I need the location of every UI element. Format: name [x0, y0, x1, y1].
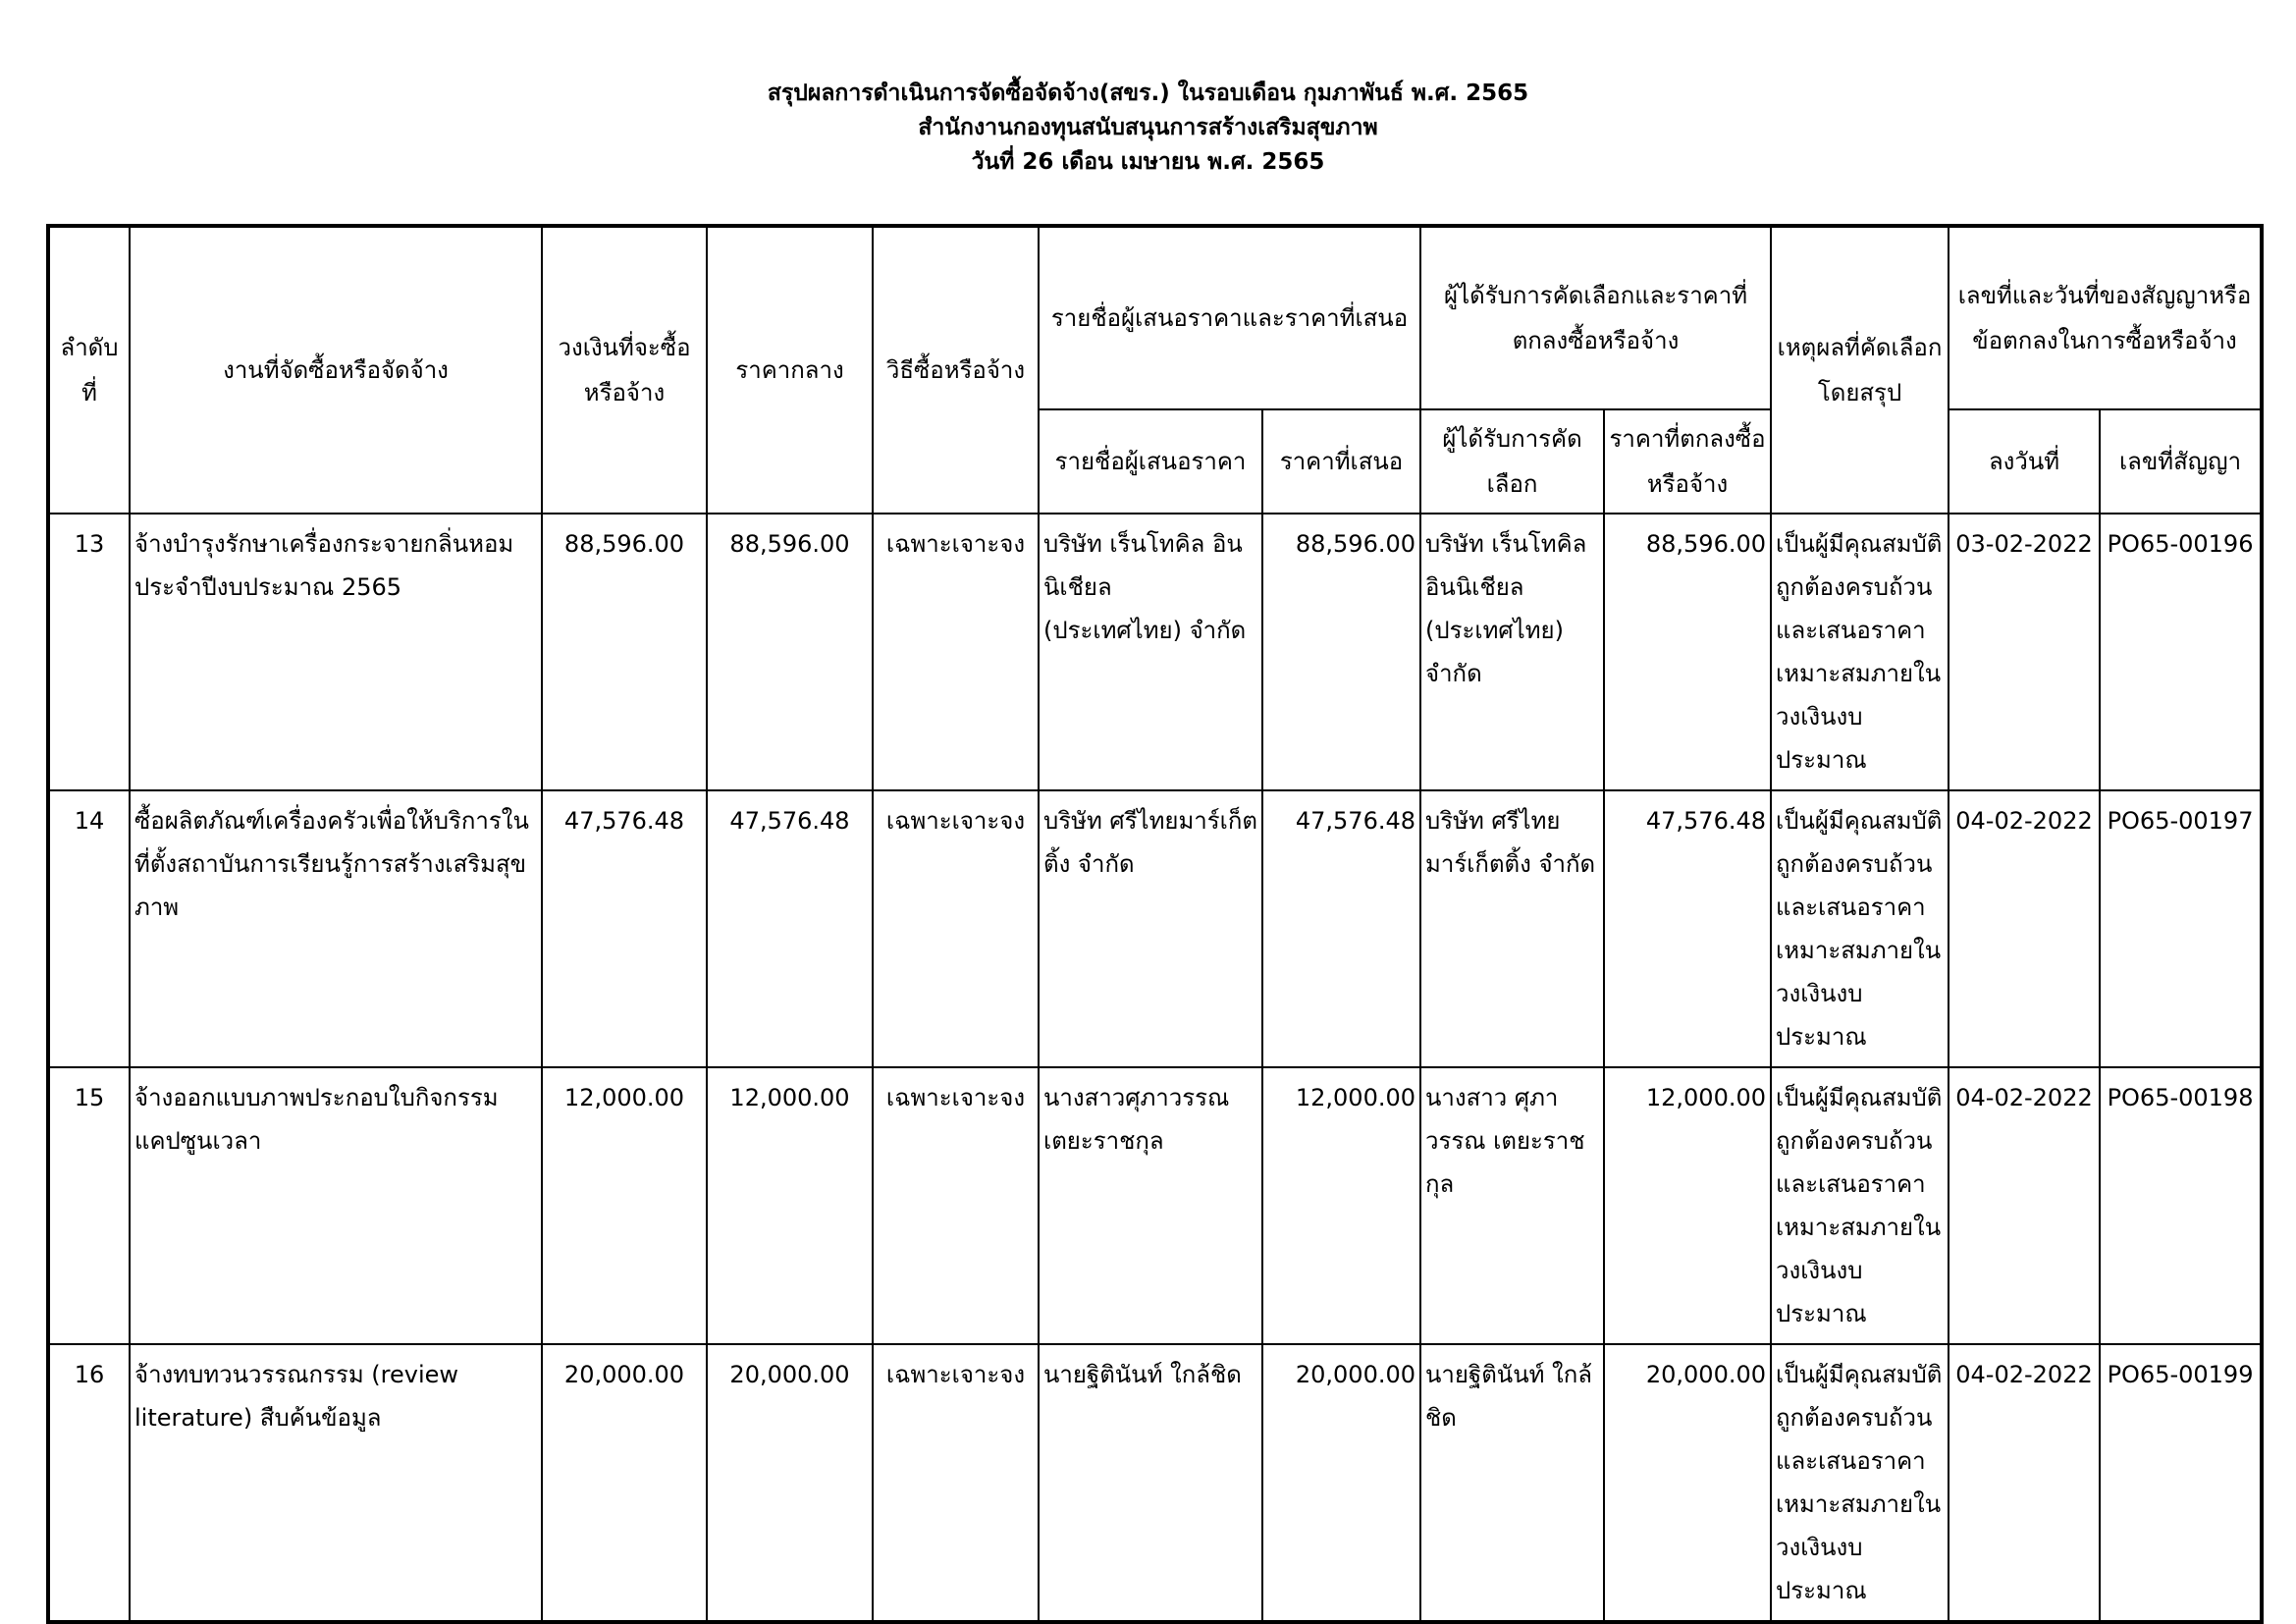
document-date: วันที่ 26 เดือน เมษายน พ.ศ. 2565: [971, 149, 1325, 175]
row-method: เฉพาะเจาะจง: [873, 1344, 1039, 1622]
row-no: 15: [48, 1067, 130, 1344]
header-bid-price: ราคาที่เสนอ: [1262, 409, 1420, 514]
header-bidders-group: รายชื่อผู้เสนอราคาและราคาที่เสนอ: [1039, 226, 1420, 409]
header-median-price: ราคากลาง: [707, 226, 873, 514]
row-bidder: บริษัท เร็นโทคิล อินนิเชียล (ประเทศไทย) จำกัด: [1039, 514, 1262, 790]
header-no: ลำดับที่: [48, 226, 130, 514]
row-agreed-price: 20,000.00: [1604, 1344, 1771, 1622]
row-budget: 47,576.48: [542, 790, 707, 1067]
row-agreed-price: 47,576.48: [1604, 790, 1771, 1067]
row-no: 16: [48, 1344, 130, 1622]
header-method: วิธีซื้อหรือจ้าง: [873, 226, 1039, 514]
document-title: สรุปผลการดำเนินการจัดซื้อจัดจ้าง(สขร.) ในรอบเดือน กุมภาพันธ์ พ.ศ. 2565: [767, 81, 1529, 106]
row-winner: บริษัท เร็นโทคิล อินนิเชียล (ประเทศไทย) จำกัด: [1420, 514, 1604, 790]
table-row: [48, 1067, 2262, 1344]
header-agreed-price: ราคาที่ตกลงซื้อหรือจ้าง: [1604, 409, 1771, 514]
row-budget: 20,000.00: [542, 1344, 707, 1622]
table-row: [48, 1344, 2262, 1622]
row-bid-price: 20,000.00: [1262, 1344, 1420, 1622]
header-contract-date: ลงวันที่: [1949, 409, 2100, 514]
row-reason: เป็นผู้มีคุณสมบัติถูกต้องครบถ้วน และเสนอราคาเหมาะสมภายในวงเงินงบประมาณ: [1771, 790, 1949, 1067]
row-winner: นายฐิตินันท์ ใกล้ชิด: [1420, 1344, 1604, 1622]
row-work: จ้างทบทวนวรรณกรรม (review literature) สืบค้นข้อมูล: [130, 1344, 542, 1622]
row-contract-no: PO65-00197: [2100, 790, 2262, 1067]
row-work: จ้างออกแบบภาพประกอบใบกิจกรรม แคปซูนเวลา: [130, 1067, 542, 1344]
document-header: [0, 77, 2296, 180]
row-bidder: นางสาวศุภาวรรณ เตยะราชกุล: [1039, 1067, 1262, 1344]
row-contract-date: 04-02-2022: [1949, 790, 2100, 1067]
table-row: [48, 514, 2262, 790]
row-contract-date: 04-02-2022: [1949, 1067, 2100, 1344]
row-bidder: บริษัท ศรีไทยมาร์เก็ตติ้ง จำกัด: [1039, 790, 1262, 1067]
row-reason: เป็นผู้มีคุณสมบัติถูกต้องครบถ้วน และเสนอราคาเหมาะสมภายในวงเงินงบประมาณ: [1771, 1344, 1949, 1622]
row-contract-no: PO65-00199: [2100, 1344, 2262, 1622]
organization-name: สำนักงานกองทุนสนับสนุนการสร้างเสริมสุขภาพ: [918, 115, 1378, 140]
row-bidder: นายฐิตินันท์ ใกล้ชิด: [1039, 1344, 1262, 1622]
row-agreed-price: 12,000.00: [1604, 1067, 1771, 1344]
header-work: งานที่จัดซื้อหรือจัดจ้าง: [130, 226, 542, 514]
row-reason: เป็นผู้มีคุณสมบัติถูกต้องครบถ้วน และเสนอราคาเหมาะสมภายในวงเงินงบประมาณ: [1771, 514, 1949, 790]
row-median-price: 47,576.48: [707, 790, 873, 1067]
row-budget: 88,596.00: [542, 514, 707, 790]
row-agreed-price: 88,596.00: [1604, 514, 1771, 790]
header-bidder-name: รายชื่อผู้เสนอราคา: [1039, 409, 1262, 514]
header-reason: เหตุผลที่คัดเลือกโดยสรุป: [1771, 226, 1949, 514]
header-contract-no: เลขที่สัญญา: [2100, 409, 2262, 514]
row-winner: บริษัท ศรีไทยมาร์เก็ตติ้ง จำกัด: [1420, 790, 1604, 1067]
row-median-price: 88,596.00: [707, 514, 873, 790]
header-budget: วงเงินที่จะซื้อหรือจ้าง: [542, 226, 707, 514]
row-median-price: 12,000.00: [707, 1067, 873, 1344]
row-bid-price: 47,576.48: [1262, 790, 1420, 1067]
procurement-table: [46, 224, 2264, 1624]
row-no: 14: [48, 790, 130, 1067]
row-bid-price: 88,596.00: [1262, 514, 1420, 790]
row-budget: 12,000.00: [542, 1067, 707, 1344]
header-winner-name: ผู้ได้รับการคัดเลือก: [1420, 409, 1604, 514]
row-work: จ้างบำรุงรักษาเครื่องกระจายกลิ่นหอม ประจำปีงบประมาณ 2565: [130, 514, 542, 790]
row-winner: นางสาว ศุภาวรรณ เตยะราชกุล: [1420, 1067, 1604, 1344]
row-no: 13: [48, 514, 130, 790]
header-winner-group: ผู้ได้รับการคัดเลือกและราคาที่ตกลงซื้อหรือจ้าง: [1420, 226, 1771, 409]
row-contract-no: PO65-00198: [2100, 1067, 2262, 1344]
row-median-price: 20,000.00: [707, 1344, 873, 1622]
row-reason: เป็นผู้มีคุณสมบัติถูกต้องครบถ้วน และเสนอราคาเหมาะสมภายในวงเงินงบประมาณ: [1771, 1067, 1949, 1344]
row-method: เฉพาะเจาะจง: [873, 514, 1039, 790]
row-bid-price: 12,000.00: [1262, 1067, 1420, 1344]
table-row: [48, 790, 2262, 1067]
row-method: เฉพาะเจาะจง: [873, 1067, 1039, 1344]
row-contract-no: PO65-00196: [2100, 514, 2262, 790]
row-work: ซื้อผลิตภัณฑ์เครื่องครัวเพื่อให้บริการในที่ตั้งสถาบันการเรียนรู้การสร้างเสริมสุขภาพ: [130, 790, 542, 1067]
row-method: เฉพาะเจาะจง: [873, 790, 1039, 1067]
row-contract-date: 04-02-2022: [1949, 1344, 2100, 1622]
row-contract-date: 03-02-2022: [1949, 514, 2100, 790]
header-contract-group: เลขที่และวันที่ของสัญญาหรือข้อตกลงในการซื้อหรือจ้าง: [1949, 226, 2262, 409]
